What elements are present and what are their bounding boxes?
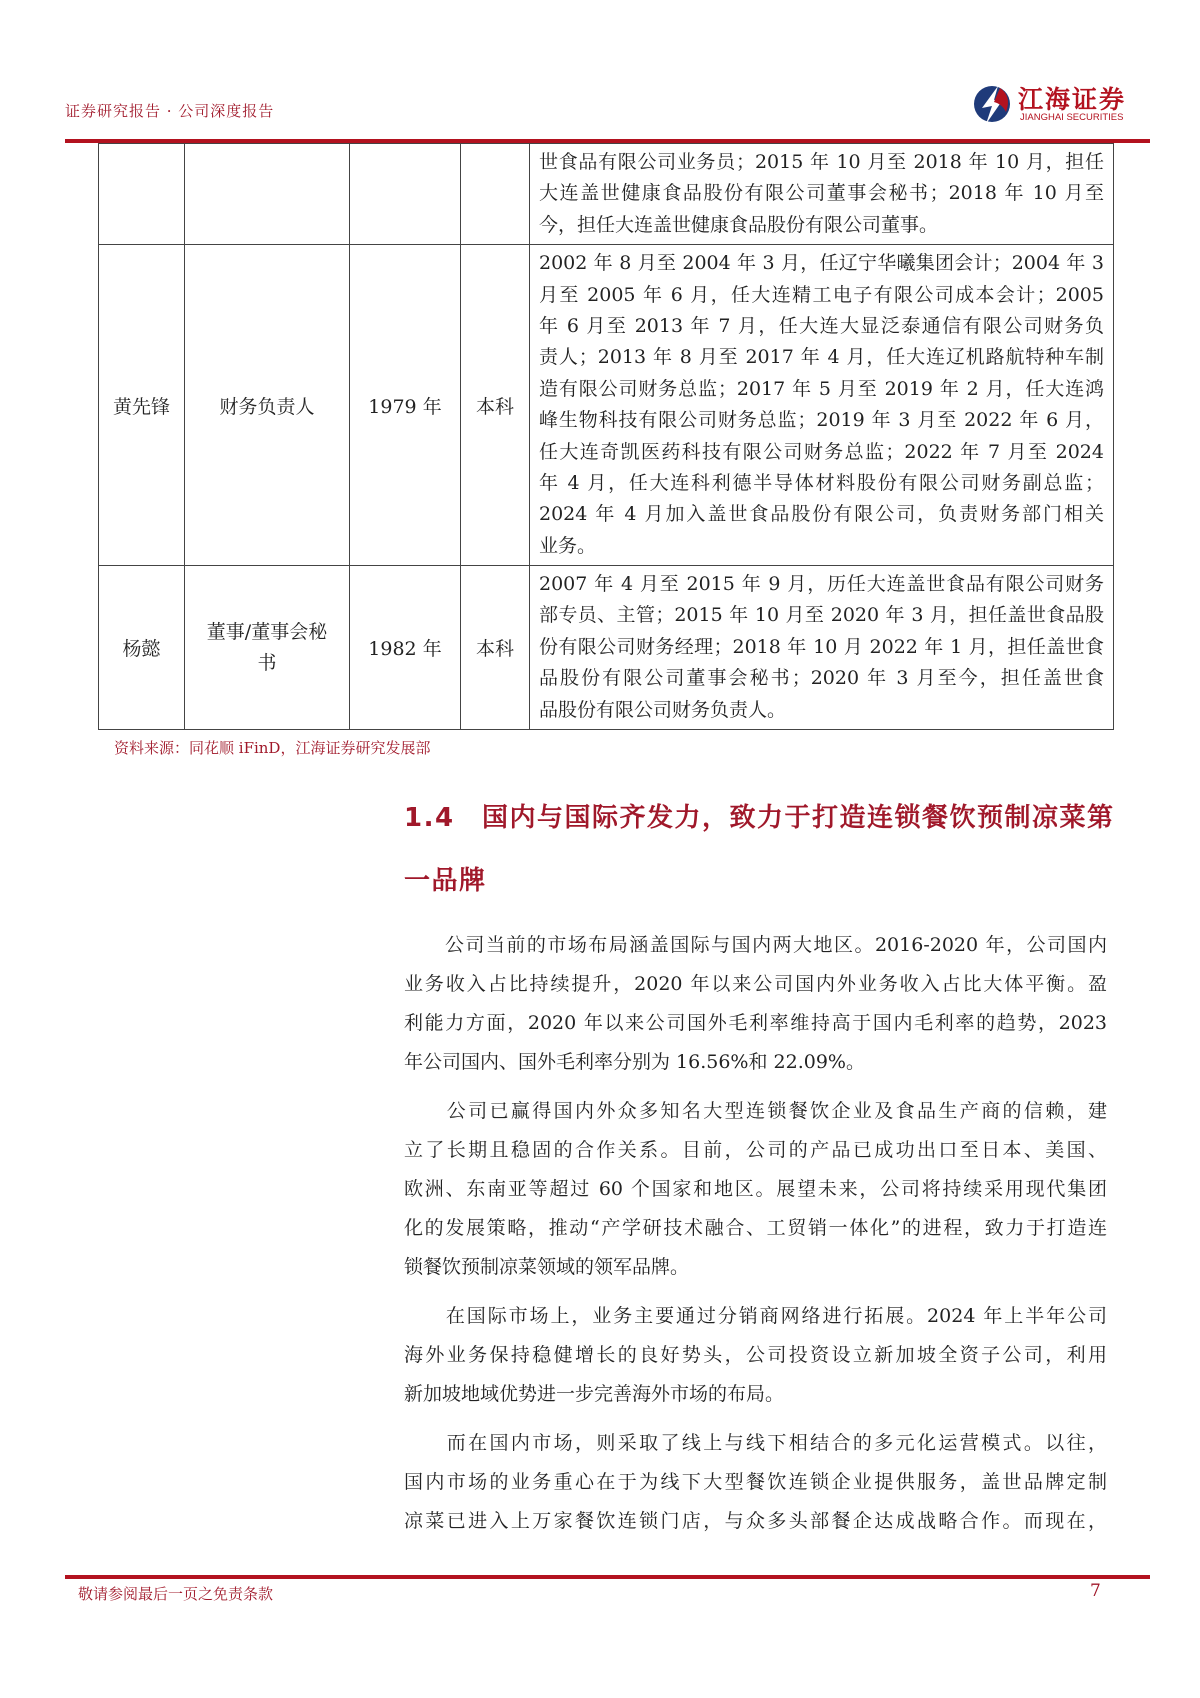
cell-resume xyxy=(530,144,1114,245)
text-line: 公司当前的市场布局涵盖国际与国内两大地区。2016-2020 年，公司国内 xyxy=(404,934,1107,956)
cell-education xyxy=(461,144,530,245)
cell-birth: 1979 年 xyxy=(350,245,461,566)
text-line: 国内市场的业务重心在于为线下大型餐饮连锁企业提供服务，盖世品牌定制 xyxy=(404,1471,1107,1493)
resume-line: 峰生物科技有限公司财务总监；2019 年 3 月至 2022 年 6 月， xyxy=(539,409,1104,432)
cell-birth: 1982 年 xyxy=(350,566,461,730)
resume-line: 份有限公司财务经理；2018 年 10 月 2022 年 1 月，担任盖世食 xyxy=(539,635,1104,658)
resume-line: 品股份有限公司董事会秘书；2020 年 3 月至今，担任盖世食 xyxy=(539,667,1104,690)
logo-text-cn: 江海证券 xyxy=(1018,85,1127,114)
cell-birth xyxy=(350,144,461,245)
cell-name: 黄先锋 xyxy=(99,245,185,566)
text-line: 立了长期且稳固的合作关系。目前，公司的产品已成功出口至日本、美国、 xyxy=(404,1139,1107,1161)
cell-education: 本科 xyxy=(461,566,530,730)
text-line: 在国际市场上，业务主要通过分销商网络进行拓展。2024 年上半年公司 xyxy=(404,1305,1107,1327)
page-number: 7 xyxy=(1090,1581,1101,1601)
resume-line: 品股份有限公司财务负责人。 xyxy=(539,698,787,721)
paragraph xyxy=(404,1297,1107,1414)
management-table xyxy=(98,143,1114,730)
resume-line: 2002 年 8 月至 2004 年 3 月，任辽宁华曦集团会计；2004 年 3 xyxy=(539,252,1104,275)
text-line: 年公司国内、国外毛利率分别为 16.56%和 22.09%。 xyxy=(404,1051,865,1073)
text-line: 锁餐饮预制凉菜领域的领军品牌。 xyxy=(404,1256,690,1278)
text-line: 海外业务保持稳健增长的良好势头，公司投资设立新加坡全资子公司，利用 xyxy=(404,1344,1107,1366)
text-line: 凉菜已进入上万家餐饮连锁门店，与众多头部餐企达成战略合作。而现在， xyxy=(404,1510,1107,1532)
resume-line: 年 4 月，任大连科利德半导体材料股份有限公司财务副总监； xyxy=(539,471,1104,494)
resume-line: 月至 2005 年 6 月，任大连精工电子有限公司成本会计；2005 xyxy=(539,283,1104,306)
report-type-label: 证券研究报告 · 公司深度报告 xyxy=(65,102,275,120)
body-text xyxy=(404,926,1107,1551)
table-row xyxy=(99,245,1114,566)
resume-line: 任大连奇凯医药科技有限公司财务总监；2022 年 7 月至 2024 xyxy=(539,440,1104,463)
resume-line: 大连盖世健康食品股份有限公司董事会秘书；2018 年 10 月至 xyxy=(539,182,1104,205)
cell-education: 本科 xyxy=(461,245,530,566)
paragraph xyxy=(404,1092,1107,1287)
cell-resume xyxy=(530,245,1114,566)
resume-line: 年 6 月至 2013 年 7 月，任大连大显泛泰通信有限公司财务负 xyxy=(539,314,1104,337)
resume-line: 责人；2013 年 8 月至 2017 年 4 月，任大连辽机路航特种车制 xyxy=(539,346,1104,369)
jianghai-logo xyxy=(972,80,1142,128)
title-line: 董事/董事会秘 xyxy=(206,620,328,643)
resume-line: 世食品有限公司业务员；2015 年 10 月至 2018 年 10 月，担任 xyxy=(539,151,1104,173)
cell-name: 杨懿 xyxy=(99,566,185,730)
resume-line: 2024 年 4 月加入盖世食品股份有限公司，负责财务部门相关 xyxy=(539,503,1104,526)
cell-resume xyxy=(530,566,1114,730)
text-line: 公司已赢得国内外众多知名大型连锁餐饮企业及食品生产商的信赖，建 xyxy=(404,1100,1107,1122)
logo-text-en: JIANGHAI SECURITIES xyxy=(1020,112,1124,123)
cell-title xyxy=(185,566,350,730)
section-heading-cont: 一品牌 xyxy=(404,866,487,896)
text-line: 欧洲、东南亚等超过 60 个国家和地区。展望未来，公司将持续采用现代集团 xyxy=(404,1178,1107,1200)
text-line: 新加坡地域优势进一步完善海外市场的布局。 xyxy=(404,1383,785,1405)
table-source: 资料来源：同花顺 iFinD，江海证券研究发展部 xyxy=(114,739,431,757)
table-row xyxy=(99,566,1114,730)
cell-name xyxy=(99,144,185,245)
text-line: 业务收入占比持续提升，2020 年以来公司国内外业务收入占比大体平衡。盈 xyxy=(404,973,1107,995)
resume-line: 造有限公司财务总监；2017 年 5 月至 2019 年 2 月，任大连鸿 xyxy=(539,377,1104,400)
footer-disclaimer[interactable]: 敬请参阅最后一页之免责条款 xyxy=(78,1585,274,1603)
resume-line: 今，担任大连盖世健康食品股份有限公司董事。 xyxy=(539,213,939,236)
paragraph xyxy=(404,926,1107,1082)
cell-title xyxy=(185,144,350,245)
resume-line: 部专员、主管；2015 年 10 月至 2020 年 3 月，担任盖世食品股 xyxy=(539,604,1104,627)
resume-line: 业务。 xyxy=(539,534,597,557)
cell-title: 财务负责人 xyxy=(185,245,350,566)
title-line: 书 xyxy=(257,651,277,674)
section-heading: 1.4 国内与国际齐发力，致力于打造连锁餐饮预制凉菜第 xyxy=(404,803,1115,833)
table-row xyxy=(99,144,1114,245)
paragraph xyxy=(404,1424,1107,1541)
footer-divider xyxy=(65,1575,1150,1579)
resume-line: 2007 年 4 月至 2015 年 9 月，历任大连盖世食品有限公司财务 xyxy=(539,573,1104,596)
text-line: 化的发展策略，推动“产学研技术融合、工贸销一体化”的进程，致力于打造连 xyxy=(404,1217,1107,1239)
text-line: 利能力方面，2020 年以来公司国外毛利率维持高于国内毛利率的趋势，2023 xyxy=(404,1012,1107,1034)
text-line: 而在国内市场，则采取了线上与线下相结合的多元化运营模式。以往， xyxy=(404,1432,1107,1454)
logo-mark-icon xyxy=(972,82,1012,126)
